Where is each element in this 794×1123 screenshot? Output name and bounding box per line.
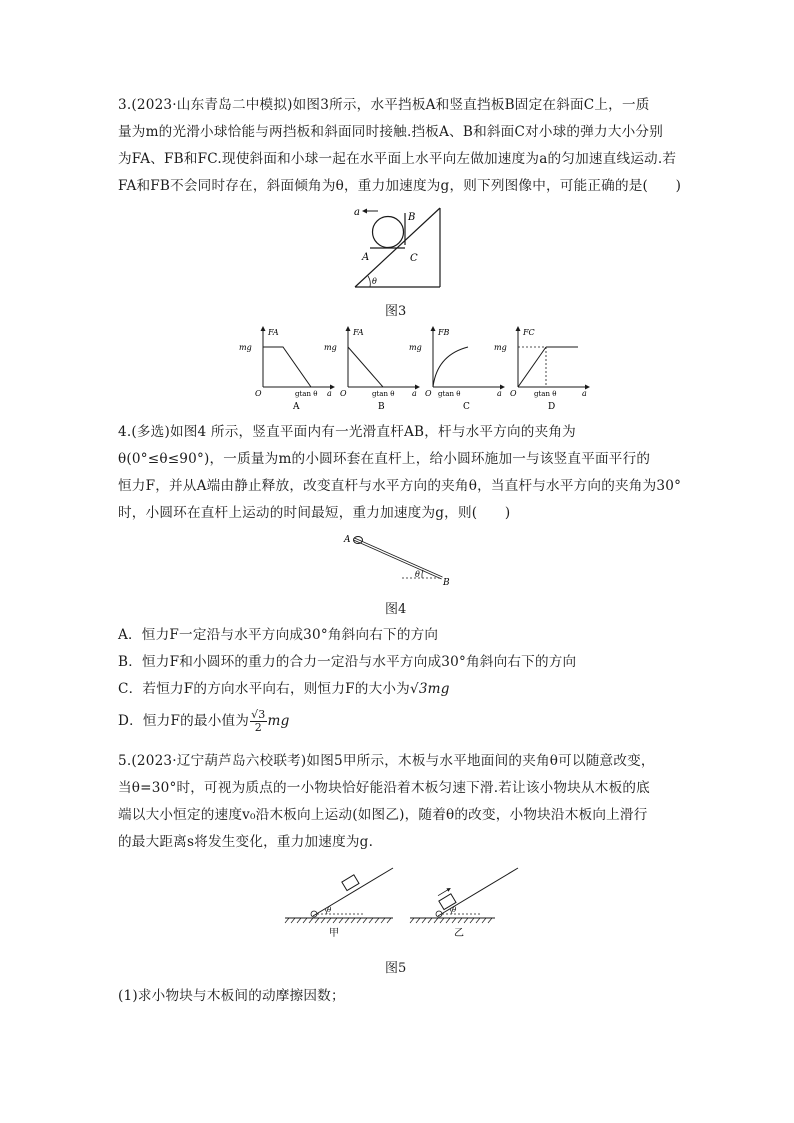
q4-option-b: B．恒力F和小圆环的重力的合力一定沿与水平方向成30°角斜向右下的方向	[118, 654, 577, 670]
q4-option-a: A．恒力F一定沿与水平方向成30°角斜向右下的方向	[118, 627, 439, 643]
q4-option-c-value: √3mg	[409, 681, 450, 697]
fig5-right-label: 乙	[454, 928, 464, 939]
q4-line-3: 恒力F，并从A端由静止释放，改变直杆与水平方向的夹角θ，当直杆与水平方向的夹角为30°	[118, 478, 682, 494]
fig3-label-b: B	[408, 212, 416, 223]
graph-option-b	[324, 325, 423, 412]
graph-d-xlabel: a	[582, 389, 587, 398]
fig4-label-b: B	[443, 578, 450, 588]
graph-b-xmark: gtan θ	[372, 390, 395, 398]
q4-option-d	[118, 708, 290, 734]
figure-5-left-diagram	[285, 858, 405, 943]
graph-c-origin: O	[425, 389, 432, 398]
q5-part-1: (1)求小物块与木板间的动摩擦因数；	[118, 988, 345, 1004]
graph-d-ymark: mg	[494, 343, 507, 352]
figure-5-caption: 图5	[385, 961, 407, 976]
figure-3-diagram	[350, 205, 450, 295]
figure-4-caption: 图4	[385, 602, 407, 617]
q4-option-c	[118, 680, 450, 698]
fig3-label-a: a	[354, 207, 360, 218]
graph-c-xlabel: a	[497, 389, 502, 398]
figure-3-caption: 图3	[385, 304, 407, 319]
graph-a-xmark: gtan θ	[295, 390, 318, 398]
graph-a-letter: A	[293, 402, 300, 412]
q5-line-2: 当θ=30°时，可视为质点的一小物块恰好能沿着木板匀速下滑.若让该小物块从木板的底	[118, 780, 650, 796]
graph-b-xlabel: a	[412, 389, 417, 398]
figure-5-right-diagram	[410, 858, 530, 943]
graph-d-xmark: gtan θ	[534, 390, 557, 398]
fig4-label-theta: θ	[415, 570, 420, 579]
graph-option-a	[239, 325, 338, 412]
graph-option-d	[494, 325, 593, 412]
fig3-label-theta: θ	[372, 277, 377, 286]
graph-b-ylabel: FA	[353, 328, 364, 337]
figure-4-diagram	[342, 530, 452, 588]
graph-c-letter: C	[463, 402, 470, 412]
fig5-left-label: 甲	[329, 928, 339, 939]
graph-d-letter: D	[548, 402, 556, 412]
q3-line-3: 为FA、FB和FC.现使斜面和小球一起在水平面上水平向左做加速度为a的匀加速直线运动.若	[118, 151, 677, 167]
q5-line-1: 5.(2023·辽宁葫芦岛六校联考)如图5甲所示，木板与水平地面间的夹角θ可以随意改变，	[118, 753, 655, 769]
graph-a-origin: O	[255, 389, 262, 398]
fig4-label-a: A	[344, 535, 351, 545]
q5-line-4: 的最大距离s将发生变化，重力加速度为g.	[118, 834, 374, 850]
graph-c-ylabel: FB	[438, 328, 450, 337]
q4-line-4: 时，小圆环在直杆上运动的时间最短，重力加速度为g，则( )	[118, 505, 511, 521]
q4-line-2: θ(0°≤θ≤90°)，一质量为m的小圆环套在直杆上，给小圆环施加一与该竖直平面平行的	[118, 451, 651, 467]
q3-line-2: 量为m的光滑小球恰能与两挡板和斜面同时接触.挡板A、B和斜面C对小球的弹力大小分别	[118, 124, 663, 140]
q4-option-d-fraction: $\frac{√3}{2}$	[251, 708, 266, 734]
graph-b-letter: B	[378, 402, 385, 412]
graph-a-ymark: mg	[239, 343, 252, 352]
q3-line-1: 3.(2023·山东青岛二中模拟)如图3所示，水平挡板A和竖直挡板B固定在斜面C上，一质	[118, 97, 650, 113]
graph-d-origin: O	[510, 389, 517, 398]
graph-option-c	[409, 325, 508, 412]
graph-c-ymark: mg	[409, 343, 422, 352]
graph-b-origin: O	[340, 389, 347, 398]
graph-c-xmark: gtan θ	[438, 390, 461, 398]
fig3-label-a-plate: A	[362, 252, 370, 263]
q4-line-1: 4.(多选)如图4 所示，竖直平面内有一光滑直杆AB，杆与水平方向的夹角为	[118, 424, 576, 440]
graph-d-ylabel: FC	[523, 328, 535, 337]
q3-line-4: FA和FB不会同时存在，斜面倾角为θ，重力加速度为g，则下列图像中，可能正确的是( )	[118, 178, 682, 194]
q4-option-c-text: C．若恒力F的方向水平向右，则恒力F的大小为	[118, 681, 410, 697]
graph-a-ylabel: FA	[268, 328, 279, 337]
graph-a-xlabel: a	[327, 389, 332, 398]
fig5-left-theta: θ	[327, 906, 332, 914]
q4-option-d-text: D．恒力F的最小值为	[118, 713, 250, 729]
fig3-label-c: C	[410, 253, 418, 264]
fig5-right-theta: θ	[452, 906, 457, 914]
q4-option-d-unit: mg	[267, 713, 290, 729]
graph-b-ymark: mg	[324, 343, 337, 352]
q5-line-3: 端以大小恒定的速度v₀沿木板向上运动(如图乙)，随着θ的改变，小物块沿木板向上滑行	[118, 807, 648, 823]
